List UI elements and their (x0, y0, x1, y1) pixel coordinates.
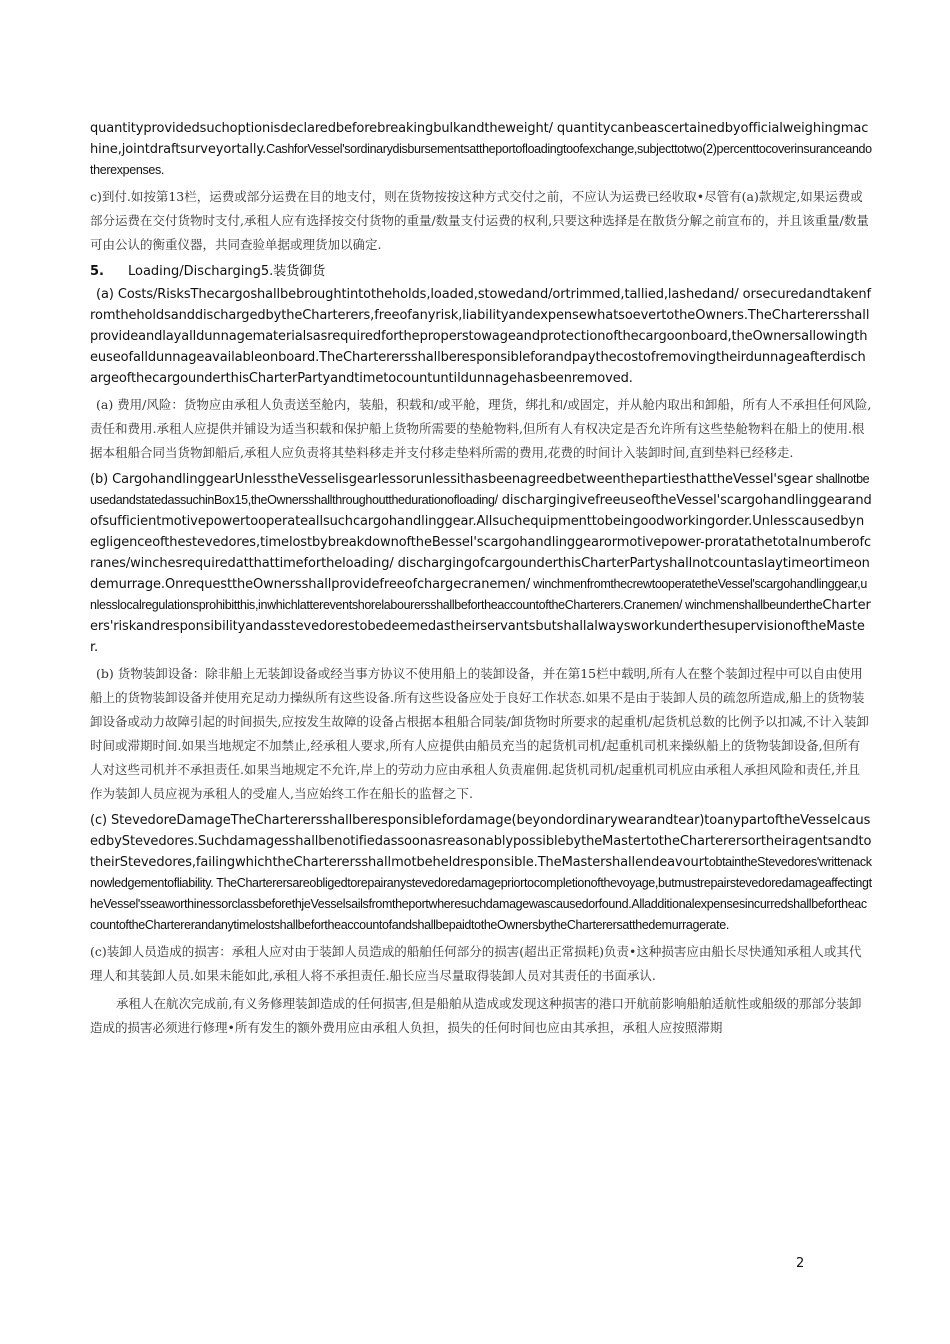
paragraph-costs-risks-en (90, 284, 872, 389)
text-run: dischargingivefreeuseoftheVessel'scargohandlinggearandofsufficientmotivepowertooperateallsuchcargohandlinggear.Allsuchequipmenttobeingoodworkingorder.Unlesscausedbynegligenceofthestevedores,timelostbybreakdownoftheBessel'scargohandlinggearormotivepower-proratathetotalnumberofcranes/winchesrequiredatthattimefortheloading/ dischargingofcargounderthisCharterPartyshallnotcountaslaytimeortimeondemurrage.OnrequesttheOwnersshallprovidefreeofchargecranemen/ (90, 493, 872, 592)
paragraph-freight-option-en (90, 118, 872, 181)
text-run: (a) Costs/RisksThecargoshallbebroughtintotheholds,loaded,stowedand/ortrimmed,tallied,lashedand/ orsecuredandtakenfromtheholdsanddischargedbytheCharterers,freeofanyrisk,liabilityandexpensewhatsoevertotheOwners.TheCharterersshallprovideandlayalldunnagematerialsasrequiredfortheproperstowageandprotectionofthecargoonboard,theOwnersallowingtheuseofalldunnageavailableonboard.TheCharterersshallberesponsibleforandpaythecostofremovingtheirdunnageafterdischargeofthecargounderthisCharterPartyandtimetocountuntildunnagehasbeenremoved. (90, 287, 871, 386)
text-run: obtaintheStevedores'writtenacknowledgementofliability. (90, 855, 872, 890)
paragraph-stevedore-damage-zh: (c)装卸人员造成的损害：承租人应对由于装卸人员造成的船舶任何部分的损害(超出正常损耗)负责•这种损害应由船长尽快通知承租人或其代理人和其装卸人员.如果未能如此,承租人将不承担责任.船长应当尽量取得装卸人员对其责任的书面承认. (90, 944, 862, 983)
text-run: winchmenfromthecrewtooperatetheVessel'scargohandlinggear,unlesslocalregulationsprohibitthis,inwhichlattereventshorelabourersshallbefortheaccountoftheCharterers.Cranemen/ winchmenshallbeunderthe (90, 577, 868, 612)
paragraph-freight-collect-zh: c)到付.如按第13栏，运费或部分运费在目的地支付，则在货物按按这种方式交付之前，不应认为运费已经收取•尽管有(a)款规定,如果运费或部分运费在交付货物时支付,承租人应有选择按交付货物的重量/数量支付运费的权利,只要这种选择是在散货分解之前宣布的，并且该重量/数量可由公认的衡重仪器，共同查验单据或理货加以确定. (90, 189, 869, 252)
text-run: TheCharterersareobligedtorepairanystevedoredamagepriortocompletionofthevoyage,butmustrepairstevedoredamageaffectingtheVessel'sseaworthinessorclassbeforethjeVesselsailsfromtheportwheresuchdamagewascausedorfound.AlladditionalexpensesincurredshallbefortheaccountoftheChartererandanytimelostshallbefortheaccountofandshallbepaidtotheOwnersbytheCharterersatthedemurragerate. (90, 876, 872, 932)
text-run: quantityprovidedsuchoptionisdeclaredbeforebreakingbulkandtheweight/ quantitycanbeascertainedbyofficialweighingmachine,jointdraftsurveyortally. (90, 121, 869, 157)
paragraph-cargo-gear-zh: (b) 货物装卸设备：除非船上无装卸设备或经当事方协议不使用船上的装卸设备，并在第15栏中载明,所有人在整个装卸过程中可以自由使用船上的货物装卸设备并使用充足动力操纵所有这些设备.所有这些设备应处于良好工作状态.如果不是由于装卸人员的疏忽所造成,船上的货物装卸设备或动力故障引起的时间损失,应按发生故障的设备占根据本租船合同装/卸货物时所要求的起重机/起货机总数的比例予以扣减,不计入装卸时间或滞期时间.如果当地规定不加禁止,经承租人要求,所有人应提供由船员充当的起货机司机/起重机司机来操纵船上的货物装卸设备,但所有人对这些司机并不承担责任.如果当地规定不允许,岸上的劳动力应由承租人负责雇佣.起货机司机/起重机司机应由承租人承担风险和责任,并且作为装卸人员应视为承租人的受雇人,当应始终工作在船长的监督之下. (90, 666, 869, 801)
page-number: 2 (796, 1256, 805, 1271)
paragraph-repair-obligation-zh: 承租人在航次完成前,有义务修理装卸造成的任何损害,但是船舶从造成或发现这种损害的港口开航前影响船舶适航性或船级的那部分装卸造成的损害必须进行修理•所有发生的额外费用应由承租人负担，损失的任何时间也应由其承担，承租人应按照滞期 (90, 996, 862, 1035)
text-run: (b) CargohandlinggearUnlesstheVesselisgearlessorunlessithasbeenagreedbetweenthepartiesthattheVessel'sgear (90, 472, 813, 487)
paragraph-stevedore-damage-en (90, 810, 872, 936)
document-body (90, 118, 872, 1044)
section-heading (90, 261, 872, 282)
paragraph-cargo-gear-en (90, 469, 872, 658)
section-title: Loading/Discharging5.装货御货 (128, 264, 326, 279)
text-run: (c) StevedoreDamageTheCharterersshallberesponsiblefordamage(beyondordinarywearandtear)toanypartoftheVesselcausedbyStevedores.SuchdamagesshallbenotifiedassoonasreasonablypossiblebytheMastertotheCharterersortheiragentsandtotheirStevedores,failingwhichtheCharterersshallmotbeheldresponsible.TheMastershallendeavourt (90, 813, 872, 870)
text-run: shallnotbeusedandstatedassuchinBox15,theOwnersshallthroughoutthedurationofloading/ (90, 472, 870, 507)
text-run: CashforVessel'sordinarydisbursementsattheportofloadingtoofexchange,subjecttotwo(2)percenttocoverinsuranceandotherexpenses. (90, 142, 872, 177)
paragraph-costs-risks-zh: (a) 费用/风险：货物应由承租人负责送至舱内，装船，积载和/或平舱，理货，绑扎和/或固定，并从舱内取出和卸船，所有人不承担任何风险,责任和费用.承租人应提供并铺设为适当积载和保护船上货物所需要的垫舱物料,但所有人有权决定是否允许所有这些垫舱物料在船上的使用.根据本租船合同当货物卸船后,承租人应负责将其垫料移走并支付移走垫料所需的费用,花费的时间计入装卸时间,直到垫料已经移走. (90, 397, 872, 460)
text-run: Charterers'riskandresponsibilityandasstevedorestobedeemedastheirservantsbutshallalwaysworkunderthesupervisionoftheMaster. (90, 598, 871, 655)
section-number: 5. (90, 264, 104, 279)
